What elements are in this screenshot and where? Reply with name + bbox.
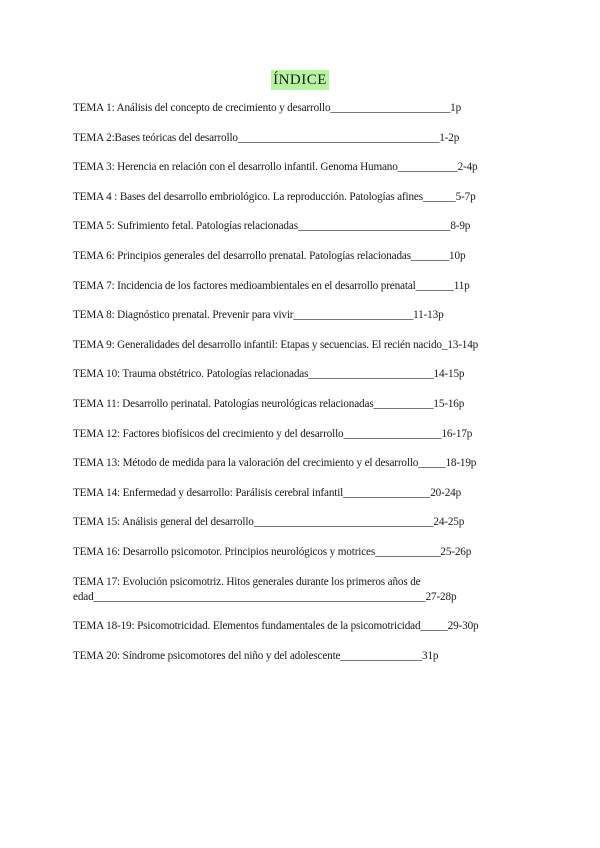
toc-entry-1 xyxy=(73,101,553,116)
toc-entry-text: TEMA 2:Bases teóricas del desarrollo_____________________________________1-2p xyxy=(73,131,460,144)
toc-entry-8 xyxy=(73,308,553,323)
toc-entry-10 xyxy=(73,367,553,382)
toc-entry-text: TEMA 9: Generalidades del desarrollo infantil: Etapas y secuencias. El recién nacido_13-14p xyxy=(73,338,479,351)
toc-entry-12 xyxy=(73,427,553,442)
toc-entry-13 xyxy=(73,456,553,471)
toc-entry-7 xyxy=(73,279,553,294)
toc-entry-text: TEMA 1: Análisis del concepto de crecimiento y desarrollo______________________1p xyxy=(73,102,462,114)
toc-entry-text: TEMA 11: Desarrollo perinatal. Patologías neurológicas relacionadas___________15-16p xyxy=(73,397,465,410)
toc-entry-text: TEMA 18-19: Psicomotricidad. Elementos fundamentales de la psicomotricidad_____29-30p xyxy=(73,620,479,633)
toc-entry-3 xyxy=(73,160,553,175)
toc-entry-text: TEMA 10: Trauma obstétrico. Patologías relacionadas_______________________14-15p xyxy=(73,368,465,381)
toc-entry-text: TEMA 17: Evolución psicomotriz. Hitos generales durante los primeros años de edad_____________________________________________________________27-28p xyxy=(73,575,457,603)
toc-entry-14 xyxy=(73,486,553,501)
toc-entry-18-19 xyxy=(73,619,553,634)
table-of-contents xyxy=(73,101,553,678)
toc-entry-text: TEMA 6: Principios generales del desarrollo prenatal. Patologías relacionadas_______10p xyxy=(73,249,466,262)
toc-entry-text: TEMA 16: Desarrollo psicomotor. Principios neurológicos y motrices____________25-26p xyxy=(73,545,472,558)
toc-entry-text: TEMA 7: Incidencia de los factores medioambientales en el desarrollo prenatal_______11p xyxy=(73,279,470,292)
toc-entry-2 xyxy=(73,131,553,146)
toc-entry-17 xyxy=(73,575,473,605)
toc-entry-11 xyxy=(73,397,553,412)
toc-entry-6 xyxy=(73,249,553,264)
page-title: ÍNDICE xyxy=(273,72,327,88)
toc-entry-16 xyxy=(73,545,553,560)
toc-entry-15 xyxy=(73,515,553,530)
toc-entry-4 xyxy=(73,190,553,205)
toc-entry-text: TEMA 3: Herencia en relación con el desarrollo infantil. Genoma Humano___________2-4p xyxy=(73,161,478,174)
toc-entry-text: TEMA 14: Enfermedad y desarrollo: Parálisis cerebral infantil________________20-24p xyxy=(73,486,462,499)
toc-entry-text: TEMA 12: Factores biofísicos del crecimiento y del desarrollo__________________16-17p xyxy=(73,427,473,440)
toc-entry-text: TEMA 20: Síndrome psicomotores del niño y del adolescente_______________31p xyxy=(73,649,439,662)
toc-entry-text: TEMA 4 : Bases del desarrollo embriológico. La reproducción. Patologías afines______5-7p xyxy=(73,190,476,203)
toc-entry-5 xyxy=(73,219,553,234)
toc-entry-text: TEMA 13: Método de medida para la valoración del crecimiento y el desarrollo_____18-19p xyxy=(73,457,477,470)
title-container xyxy=(0,70,600,90)
toc-entry-9 xyxy=(73,338,553,353)
toc-entry-20 xyxy=(73,649,553,664)
toc-entry-text: TEMA 15: Análisis general del desarrollo_________________________________24-25p xyxy=(73,516,465,529)
toc-entry-text: TEMA 5: Sufrimiento fetal. Patologías relacionadas____________________________8-9p xyxy=(73,220,471,233)
toc-entry-text: TEMA 8: Diagnóstico prenatal. Prevenir para vivir______________________11-13p xyxy=(73,309,444,322)
